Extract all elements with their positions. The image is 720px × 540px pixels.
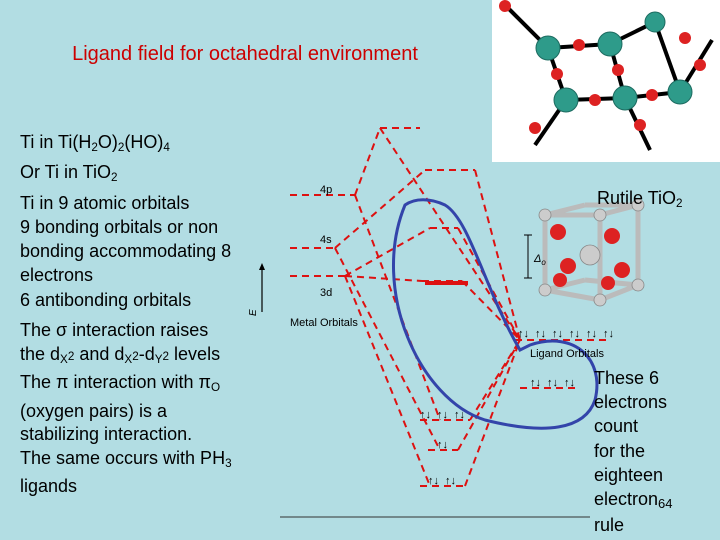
- electron-pair: ↑↓: [569, 328, 580, 340]
- sigma-line-1: The σ interaction raises: [20, 320, 209, 340]
- metal-orbitals-label: Metal Orbitals: [290, 317, 358, 329]
- electron-pair: ↑↓: [530, 377, 541, 389]
- electrons-line-5: eighteen: [594, 464, 664, 485]
- level-4s-label: 4s: [320, 234, 332, 246]
- electron-pair: ↑↓: [445, 475, 456, 487]
- rutile-unit-cell-figure: [539, 199, 644, 306]
- intro-line-3: Ti in 9 atomic orbitals: [20, 192, 190, 213]
- page-number: 64: [658, 496, 673, 512]
- rutile-label: Rutile TiO$_2$: [597, 188, 683, 210]
- intro-line-4: 9 bonding orbitals or non bonding accommodating 8 electrons: [20, 216, 232, 286]
- sigma-interaction-text: [20, 319, 280, 499]
- sigma-line-7: ligands: [20, 476, 78, 496]
- sigma-line-2: the $d_X2$ and $d_X2-d_Y2$ levels: [20, 343, 221, 366]
- energy-axis-label: E: [248, 309, 259, 316]
- electrons-line-6: electron64: [594, 489, 673, 512]
- intro-line-1: Ti in $Ti(H_2O)_2(HO)_4$: [20, 132, 170, 154]
- electrons-line-2: electrons: [594, 392, 668, 413]
- electrons-line-3: count: [594, 416, 639, 437]
- intro-text: [20, 130, 270, 312]
- electron-pair: ↑↓: [437, 409, 448, 421]
- intro-line-2: Or Ti in TiO$_2$: [20, 162, 118, 185]
- electron-pair: ↑↓: [586, 328, 597, 340]
- correlation-lines: [290, 128, 610, 486]
- electron-pair: ↑↓: [547, 377, 558, 389]
- electron-pair: ↑↓: [454, 409, 465, 421]
- highlight-circle: [393, 200, 596, 428]
- electron-pair: ↑↓: [564, 377, 575, 389]
- electron-pair: ↑↓: [535, 328, 546, 340]
- sigma-line-6: The same occurs with $PH_3$: [20, 447, 232, 470]
- electron-pair: ↑↓: [437, 439, 448, 451]
- level-3d-label: 3d: [320, 287, 333, 299]
- sigma-line-4: (oxygen pairs) is a: [20, 400, 168, 421]
- level-4p-label: 4p: [320, 184, 333, 196]
- electron-pair: ↑↓: [518, 328, 529, 340]
- delta-o-label: $\Delta_o$: [534, 253, 546, 267]
- crystal-structure-figure: [492, 0, 720, 162]
- sigma-line-3: The π interaction with $\pi_O$: [20, 372, 221, 394]
- electron-pair: ↑↓: [420, 409, 431, 421]
- slide-title: Ligand field for octahedral environment: [72, 43, 418, 65]
- electron-pair: ↑↓: [603, 328, 614, 340]
- intro-line-5: 6 antibonding orbitals: [20, 289, 192, 310]
- electron-pair: ↑↓: [552, 328, 563, 340]
- sigma-line-5: stabilizing interaction.: [20, 424, 193, 444]
- electrons-line-4: for the: [594, 440, 646, 461]
- delta-o-bracket: [524, 235, 532, 278]
- electrons-line-7: rule: [594, 515, 625, 536]
- electron-pair: ↑↓: [428, 475, 439, 487]
- electrons-line-1: These 6: [594, 368, 660, 388]
- electron-count-text: [594, 366, 704, 537]
- ligand-orbitals-label: Ligand Orbitals: [530, 348, 604, 360]
